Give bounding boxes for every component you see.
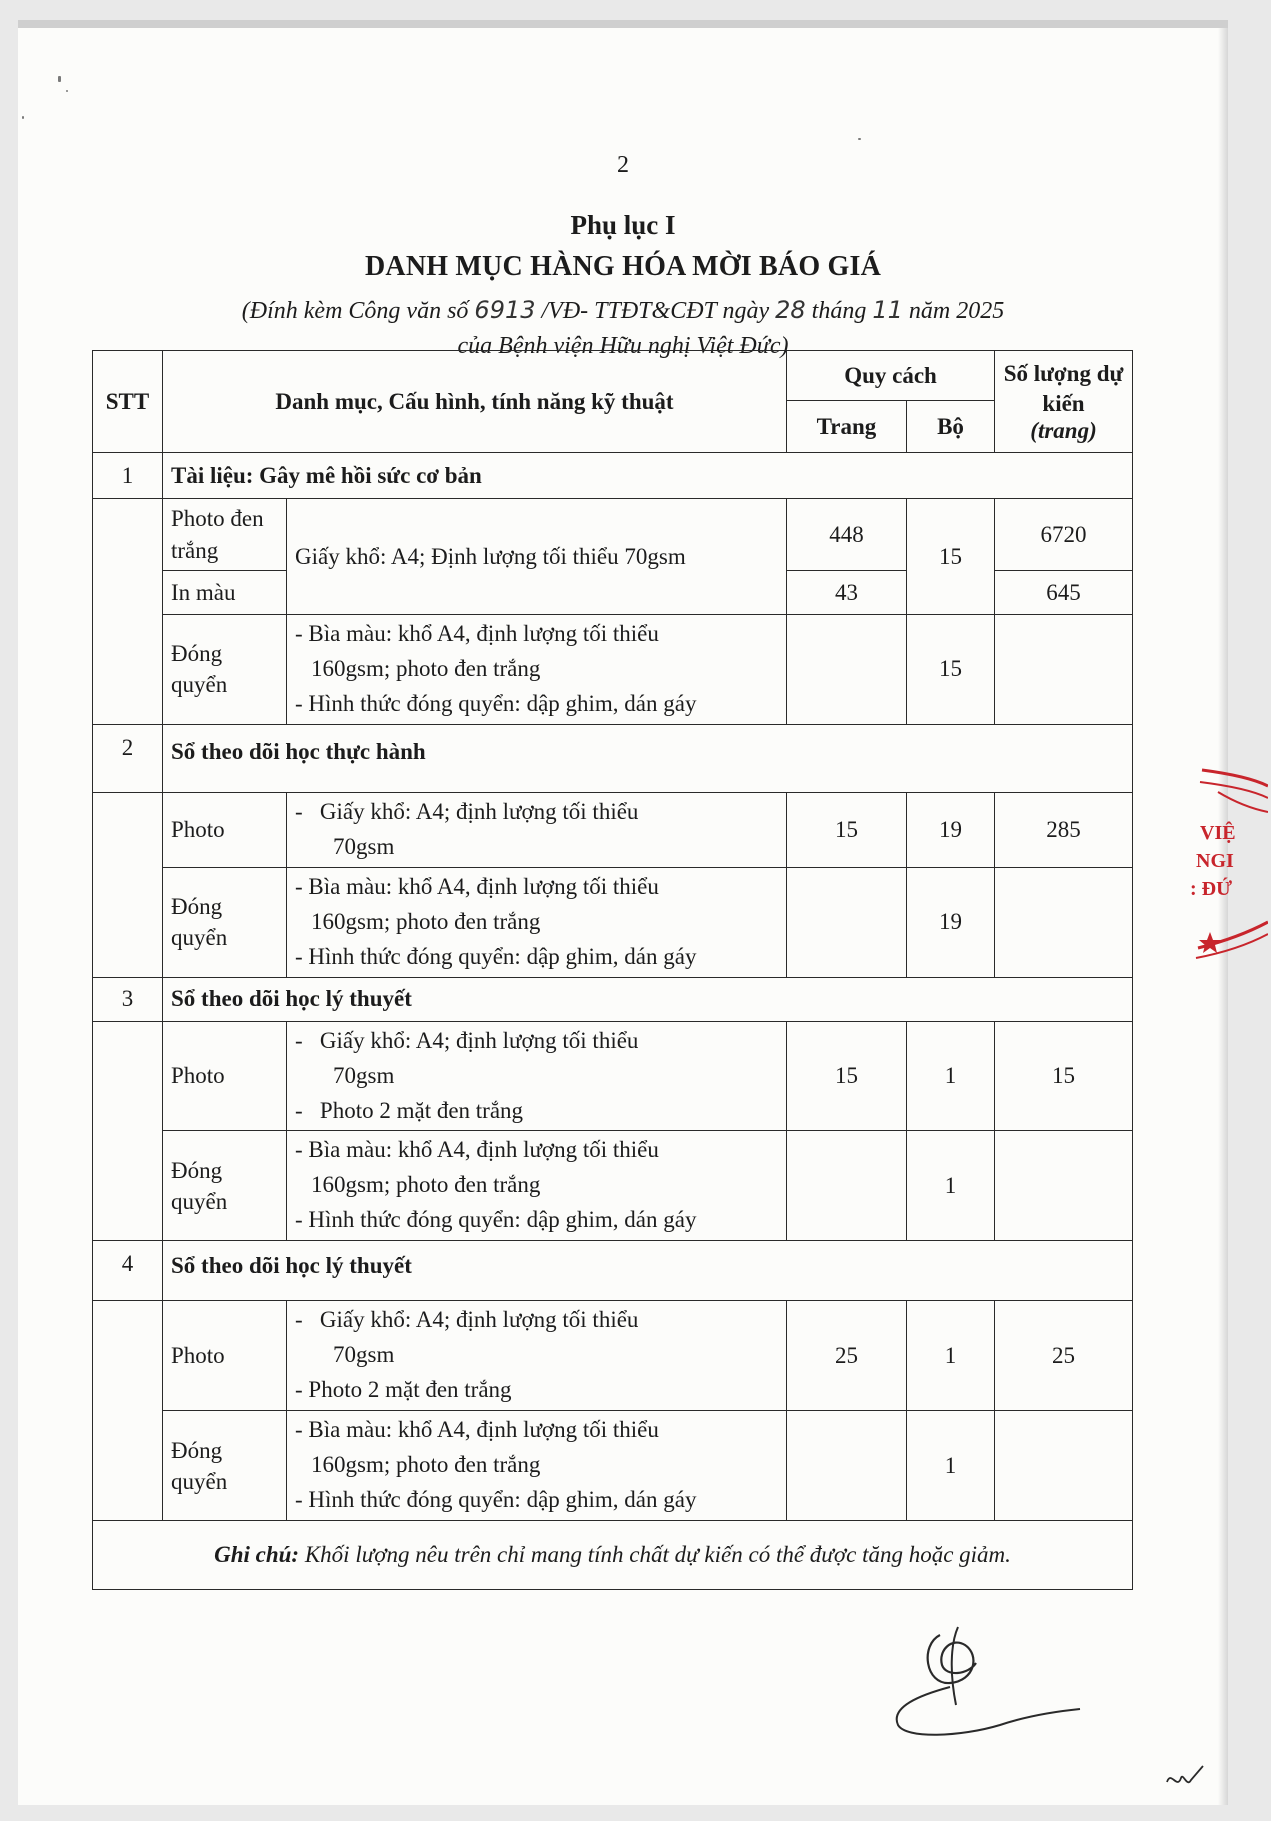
- item-name: Photo đen trắng: [163, 499, 287, 571]
- attachment-prefix: (Đính kèm Công văn số: [241, 298, 475, 324]
- header-stt: STT: [93, 351, 163, 453]
- handwritten-month: 11: [872, 296, 903, 324]
- spec-line: 70gsm: [333, 833, 395, 859]
- goods-table: [92, 350, 1133, 1590]
- group-stt: 2: [93, 724, 163, 792]
- appendix-heading: Phụ lục I: [570, 210, 676, 240]
- spec-line: 160gsm; photo đen trắng: [311, 908, 541, 934]
- group-title: Sổ theo dõi học lý thuyết: [163, 977, 1133, 1021]
- group-row: [93, 453, 1133, 499]
- item-spec: Giấy khổ: A4; Định lượng tối thiểu 70gsm: [287, 499, 787, 615]
- attachment-line-2: của Bệnh viện Hữu nghị Việt Đức): [457, 333, 789, 359]
- scan-speck: [58, 76, 61, 82]
- item-name: Đóng quyển: [163, 1131, 287, 1241]
- pages-value: [787, 1411, 907, 1521]
- quantity-value: [995, 867, 1133, 977]
- initials-icon: [1163, 1760, 1207, 1800]
- spec-line: - Bìa màu: khổ A4, định lượng tối thiểu: [295, 1137, 659, 1163]
- quantity-value: 645: [995, 571, 1133, 615]
- spec-line: 70gsm: [333, 1062, 395, 1088]
- header-quantity: [995, 351, 1133, 453]
- item-spec: [287, 1411, 787, 1521]
- stt-empty: [93, 792, 163, 977]
- document-title: DANH MỤC HÀNG HÓA MỜI BÁO GIÁ: [364, 251, 882, 282]
- item-spec: [287, 867, 787, 977]
- stt-empty: [93, 1021, 163, 1241]
- spec-line: 70gsm: [333, 1342, 395, 1368]
- group-title: Tài liệu: Gây mê hồi sức cơ bản: [163, 453, 1133, 499]
- sets-value: 15: [907, 499, 995, 615]
- group-row: [93, 977, 1133, 1021]
- spec-line: 160gsm; photo đen trắng: [311, 1452, 541, 1478]
- item-spec: [287, 1131, 787, 1241]
- red-seal: [1188, 762, 1268, 962]
- seal-fragment: : ĐỨ: [1190, 878, 1233, 900]
- item-name: In màu: [163, 571, 287, 615]
- handwritten-doc-number: 6913: [474, 296, 536, 324]
- scan-speck: [858, 138, 861, 140]
- quantity-value: 15: [995, 1021, 1133, 1131]
- group-stt: 4: [93, 1241, 163, 1301]
- table-row: [93, 792, 1133, 867]
- seal-fragment: VIỆ: [1200, 822, 1236, 844]
- attachment-year: năm 2025: [902, 298, 1005, 324]
- spec-line: - Bìa màu: khổ A4, định lượng tối thiểu: [295, 873, 659, 899]
- spec-line: - Hình thức đóng quyển: dập ghim, dán gáy: [295, 1207, 697, 1233]
- item-spec: [287, 792, 787, 867]
- item-name: Đóng quyển: [163, 615, 287, 725]
- item-name: Photo: [163, 1021, 287, 1131]
- group-title: Sổ theo dõi học lý thuyết: [163, 1241, 1133, 1301]
- attachment-line-1: [18, 296, 1228, 325]
- note-label: Ghi chú:: [214, 1542, 300, 1568]
- header-quantity-unit: (trang): [1030, 418, 1097, 444]
- table-row: [93, 1021, 1133, 1131]
- spec-line: 160gsm; photo đen trắng: [311, 655, 541, 681]
- spec-line: - Hình thức đóng quyển: dập ghim, dán gáy: [295, 943, 697, 969]
- pages-value: 15: [787, 792, 907, 867]
- pages-value: 43: [787, 571, 907, 615]
- table-row: [93, 867, 1133, 977]
- header-sets: Bộ: [907, 401, 995, 453]
- item-spec: [287, 1301, 787, 1411]
- page-number: 2: [617, 152, 629, 178]
- quantity-value: 6720: [995, 499, 1133, 571]
- item-name: Photo: [163, 792, 287, 867]
- spec-line: 160gsm; photo đen trắng: [311, 1172, 541, 1198]
- pages-value: 448: [787, 499, 907, 571]
- signature-icon: [880, 1615, 1100, 1755]
- header-description: Danh mục, Cấu hình, tính năng kỹ thuật: [163, 351, 787, 453]
- quantity-value: 25: [995, 1301, 1133, 1411]
- note-cell: [93, 1521, 1133, 1590]
- group-title: Sổ theo dõi học thực hành: [163, 724, 1133, 792]
- handwritten-day: 28: [775, 296, 806, 324]
- sets-value: 19: [907, 792, 995, 867]
- scan-speck: [66, 90, 68, 92]
- spec-line: - Giấy khổ: A4; định lượng tối thiểu: [295, 798, 639, 824]
- item-name: Photo: [163, 1301, 287, 1411]
- spec-line: - Giấy khổ: A4; định lượng tối thiểu: [295, 1027, 639, 1053]
- spec-line: - Photo 2 mặt đen trắng: [295, 1377, 512, 1403]
- note-row: [93, 1521, 1133, 1590]
- table-row: [93, 1411, 1133, 1521]
- seal-fragment: NGI: [1196, 850, 1234, 872]
- pages-value: [787, 1131, 907, 1241]
- sets-value: 1: [907, 1131, 995, 1241]
- pages-value: [787, 615, 907, 725]
- sets-value: 19: [907, 867, 995, 977]
- header-quantity-label: Số lượng dự kiến: [1003, 360, 1124, 416]
- sets-value: 1: [907, 1301, 995, 1411]
- spec-line: - Bìa màu: khổ A4, định lượng tối thiểu: [295, 1417, 659, 1443]
- group-row: [93, 1241, 1133, 1301]
- pages-value: 15: [787, 1021, 907, 1131]
- spec-line: - Photo 2 mặt đen trắng: [295, 1097, 524, 1123]
- pages-value: 25: [787, 1301, 907, 1411]
- quantity-value: [995, 1131, 1133, 1241]
- group-row: [93, 724, 1133, 792]
- item-name: Đóng quyển: [163, 867, 287, 977]
- quantity-value: [995, 1411, 1133, 1521]
- spec-line: - Bìa màu: khổ A4, định lượng tối thiểu: [295, 621, 659, 646]
- note-text: Khối lượng nêu trên chỉ mang tính chất dự kiến có thể được tăng hoặc giảm.: [299, 1542, 1011, 1568]
- table-row: [93, 1301, 1133, 1411]
- table-row: [93, 615, 1133, 725]
- spec-line: - Giấy khổ: A4; định lượng tối thiểu: [295, 1307, 639, 1333]
- header-spec-group: Quy cách: [787, 351, 995, 401]
- table-row: [93, 1131, 1133, 1241]
- header-pages: Trang: [787, 401, 907, 453]
- group-stt: 3: [93, 977, 163, 1021]
- quantity-value: 285: [995, 792, 1133, 867]
- group-stt: 1: [93, 453, 163, 499]
- pages-value: [787, 867, 907, 977]
- item-spec: [287, 1021, 787, 1131]
- stt-empty: [93, 1301, 163, 1521]
- spec-line: - Hình thức đóng quyển: dập ghim, dán gáy: [295, 690, 697, 716]
- sets-value: 1: [907, 1021, 995, 1131]
- item-spec: [287, 615, 787, 725]
- item-name: Đóng quyển: [163, 1411, 287, 1521]
- attachment-ref: /VĐ- TTĐT&CĐT ngày: [535, 298, 776, 324]
- attachment-month-label: tháng: [805, 298, 873, 324]
- spec-line: - Hình thức đóng quyển: dập ghim, dán gáy: [295, 1487, 697, 1513]
- scan-speck: [22, 116, 24, 119]
- sets-value: 1: [907, 1411, 995, 1521]
- table-row: [93, 499, 1133, 571]
- sets-value: 15: [907, 615, 995, 725]
- stt-empty: [93, 499, 163, 725]
- quantity-value: [995, 615, 1133, 725]
